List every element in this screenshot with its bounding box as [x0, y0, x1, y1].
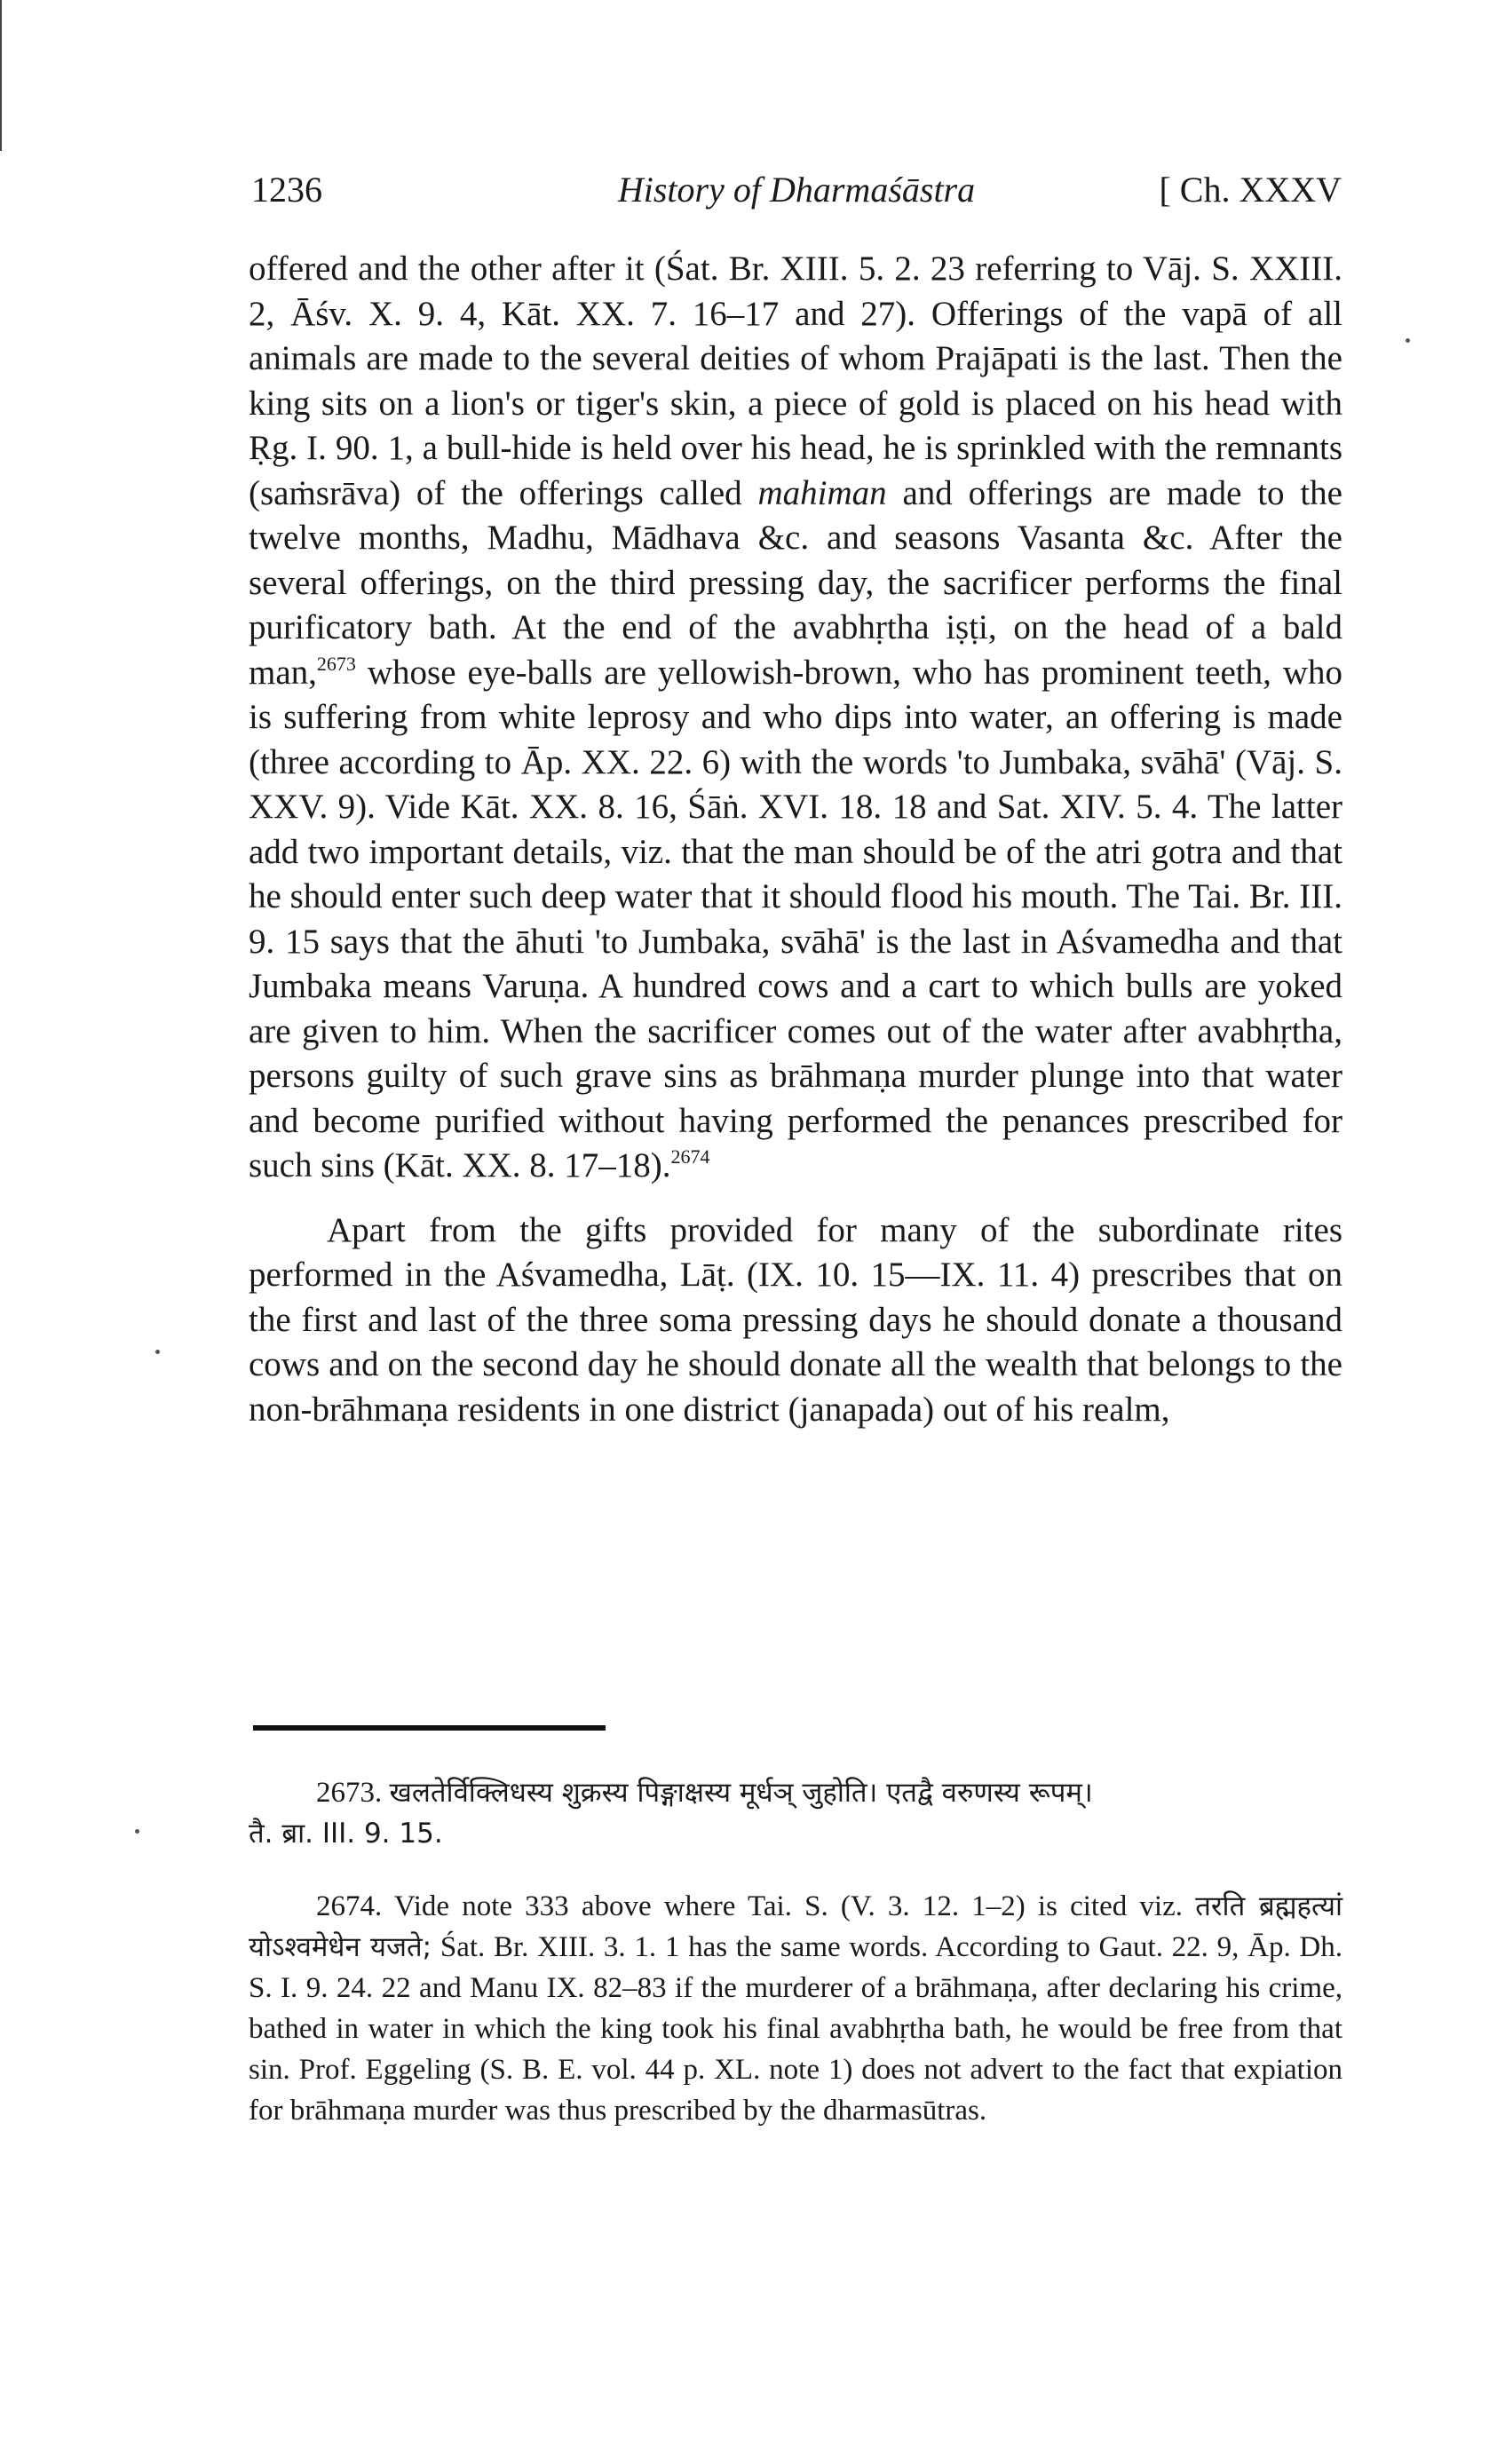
- running-header: [251, 169, 1342, 222]
- speck: [155, 1350, 160, 1354]
- chapter-label: [ Ch. XXXV: [1159, 170, 1342, 210]
- running-title: History of Dharmaśāstra: [617, 170, 976, 210]
- footnote-source: तै. ब्रा. III. 9. 15.: [249, 1818, 443, 1850]
- sanskrit-quote: तरति ब्रह्महत्यां योऽश्वमेधेन यजते;: [249, 1890, 1343, 1963]
- page-number: 1236: [251, 170, 322, 210]
- scan-edge-line: [0, 0, 2, 151]
- paragraph: Apart from the gifts provided for many of the subordinate rites performed in the Aśvamedha, Lāṭ. (IX. 10. 15—IX. 11. 4) prescribes that on the first and last of the three soma pressing days he should donate a thousand cows and on the second day he should donate all the wealth that belongs to the non-brāhmaṇa residents in one district (janapada) out of his realm,: [249, 1210, 1342, 1429]
- paragraph: offered and the other after it (Śat. Br. XIII. 5. 2. 23 referring to Vāj. S. XXIII. 2, Āśv. X. 9. 4, Kāt. XX. 7. 16–17 and 27). Offerings of the vapā of all animals are made to the several deities of whom Prajāpati is the last. Then the king sits on a lion's or tiger's skin, a piece of gold is placed on his head with Ṛg. I. 90. 1, a bull-hide is held over his head, he is sprinkled with the remnants (saṁsrāva) of the offerings called mahiman and offerings are made to the twelve months, Madhu, Mādhava &c. and seasons Vasanta &c. After the several offerings, on the third pressing day, the sacrificer performs the final purificatory bath. At the end of the avabhṛtha iṣṭi, on the head of a bald man,$^{2673}$ whose eye-balls are yellowish-brown, who has prominent teeth, who is suffering from white leprosy and who dips into water, an offering is made (three according to Āp. XX. 22. 6) with the words 'to Jumbaka, svāhā' (Vāj. S. XXV. 9). Vide Kāt. XX. 8. 16, Śāṅ. XVI. 18. 18 and Sat. XIV. 5. 4. The latter add two important details, viz. that the man should be of the atri gotra and that he should enter such deep water that it should flood his mouth. The Tai. Br. III. 9. 15 says that the āhuti 'to Jumbaka, svāhā' is the last in Aśvamedha and that Jumbaka means Varuṇa. A hundred cows and a cart to which bulls are yoked are given to him. When the sacrificer comes out of the water after avabhṛtha, persons guilty of such grave sins as brāhmaṇa murder plunge into that water and become purified without having performed the penances prescribed for such sins (Kāt. XX. 8. 17–18).$^{2674}$: [249, 250, 1342, 1184]
- footnote-ref[interactable]: 2673: [316, 652, 356, 675]
- speck: [1406, 338, 1410, 343]
- footnote-2674: 2674. Vide note 333 above where Tai. S. (V. 3. 12. 1–2) is cited viz. तरति ब्रह्महत्यां योऽश्वमेधेन यजते; Śat. Br. XIII. 3. 1. 1 has the same words. According to Gaut. 22. 9, Āp. Dh. S. I. 9. 24. 22 and Manu IX. 82–83 if the murderer of a brāhmaṇa, after declaring his crime, bathed in water in which the king took his final avabhṛtha bath, he would be free from that sin. Prof. Eggeling (S. B. E. vol. 44 p. XL. note 1) does not advert to the fact that expiation for brāhmaṇa murder was thus prescribed by the dharmasūtras.: [249, 1890, 1343, 2127]
- footnote-ref[interactable]: 2674: [670, 1145, 710, 1168]
- footnote-number: 2673.: [316, 1777, 383, 1809]
- footnote-separator: [253, 1725, 606, 1731]
- footnote-number: 2674.: [316, 1890, 383, 1922]
- footnote-2673: [249, 1772, 1342, 1854]
- sanskrit-quote: खलतेर्विक्लिधस्य शुक्रस्य पिङ्गाक्षस्य मूर्धञ् जुहोति। एतद्वै वरुणस्य रूपम्।: [389, 1777, 1093, 1809]
- italic-term: mahiman: [757, 473, 887, 512]
- speck: [135, 1829, 139, 1834]
- main-text: [249, 247, 1342, 1432]
